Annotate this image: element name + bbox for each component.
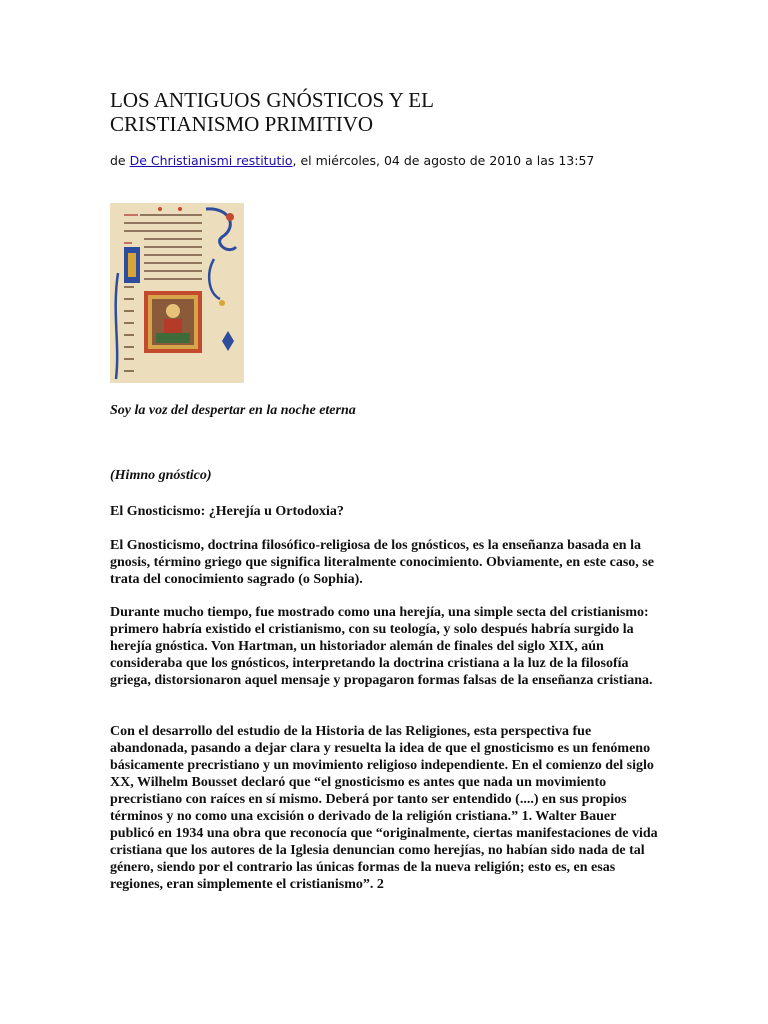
section-heading: El Gnosticismo: ¿Herejía u Ortodoxia? [110, 504, 344, 519]
title-line-1: LOS ANTIGUOS GNÓSTICOS Y EL [110, 88, 434, 112]
paragraph: Con el desarrollo del estudio de la Historia de las Religiones, esta perspectiva fue abandonada, pasando a dejar clara y resuelta la idea de que el gnosticismo es un fenómeno básicamente precristiano y un movimiento religioso independiente. En el comienzo del siglo XX, Wilhelm Bousset declaró que “el gnosticismo es antes que nada un movimiento precristiano con raíces en sí mismo. Deberá por tanto ser entendido (....) en sus propios términos y no como una excisión o derivado de la religión cristiana.” 1. Walter Bauer publicó en 1934 una obra que reconocía que “originalmente, ciertas manifestaciones de vida cristiana que los autores de la Iglesia denuncian como herejías, no habían sido nada de tal género, siendo por el contrario las únicas formas de la nueva religión; esto es, en esas regiones, eran simplemente el cristianismo”. 2 [110, 724, 658, 892]
epigraph-quote: Soy la voz del despertar en la noche eterna [110, 403, 356, 418]
byline [110, 152, 710, 170]
title-line-2: CRISTIANISMO PRIMITIVO [110, 112, 374, 136]
paragraph: Durante mucho tiempo, fue mostrado como una herejía, una simple secta del cristianismo: primero habría existido el cristianismo, con su teología, y solo después habría surgido la herejía gnóstica. Von Hartman, un historiador alemán de finales del siglo XIX, aún consideraba que los gnósticos, interpretando la doctrina cristiana a la luz de la filosofía griega, distorsionaron aquel mensaje y propagaron formas falsas de la enseñanza cristiana. [110, 605, 653, 688]
illuminated-manuscript-image [110, 203, 244, 383]
epigraph-source: (Himno gnóstico) [110, 468, 212, 483]
byline-prefix: de [110, 153, 130, 168]
article-title [110, 88, 670, 136]
paragraph: El Gnosticismo, doctrina filosófico-religiosa de los gnósticos, es la enseñanza basada en la gnosis, término griego que significa literalmente conocimiento. Obviamente, en este caso, se trata del conocimiento sagrado (o Sophia). [110, 538, 654, 587]
author-link[interactable]: De Christianismi restitutio [129, 153, 293, 168]
byline-date: , el miércoles, 04 de agosto de 2010 a las 13:57 [292, 153, 595, 168]
